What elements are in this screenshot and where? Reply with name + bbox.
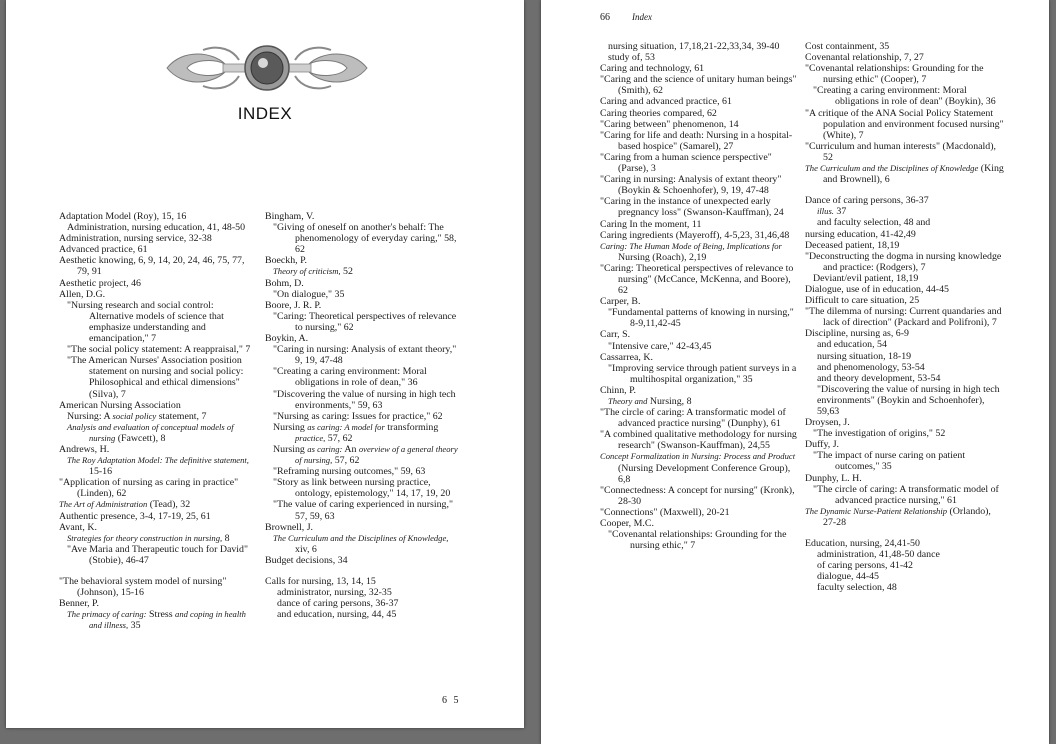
index-entry: "Nursing research and social control: Alternative models of science that emphasize understanding and emancipation," 7 xyxy=(67,299,224,345)
running-title: Index xyxy=(632,12,652,22)
index-entry: "The impact of nurse caring on patient outcomes," 35 xyxy=(813,450,966,473)
index-entry: "Reframing nursing outcomes," 59, 63 xyxy=(273,466,426,478)
index-entry: Calls for nursing, 13, 14, 15 xyxy=(265,576,376,587)
index-entry: "Covenantal relationships: Grounding for the nursing ethic," 7 xyxy=(608,529,787,552)
index-entry: Carr, S. xyxy=(600,329,631,341)
index-entry: Difficult to care situation, 25 xyxy=(805,295,920,307)
index-column-left-2 xyxy=(265,211,463,620)
index-entry: The Curriculum and the Disciplines of Knowledge, xiv, 6 xyxy=(273,532,449,555)
index-entry: Strategies for theory construction in nursing, 8 xyxy=(67,532,230,544)
index-entry: Duffy, J. xyxy=(805,439,840,451)
index-entry: The Curriculum and the Disciplines of Knowledge (King and Brownell), 6 xyxy=(805,163,1004,186)
index-entry: "A combined qualitative methodology for nursing research" (Swanson-Kauffman), 24,55 xyxy=(600,429,797,452)
index-entry: "Connectedness: A concept for nursing" (Kronk), 28-30 xyxy=(600,484,795,507)
index-entry: nursing situation, 17,18,21-22,33,34, 39-40 xyxy=(608,41,780,52)
index-entry: "Caring in nursing: Analysis of extant theory" (Boykin & Schoenhofer), 9, 19, 47-48 xyxy=(600,174,782,197)
index-entry: "Caring for life and death: Nursing in a hospital-based hospice" (Samarel), 27 xyxy=(600,129,793,152)
index-entry: Bohm, D. xyxy=(265,277,304,289)
index-entry: "The dilemma of nursing: Current quandaries and lack of direction" (Packard and Polifroni), 7 xyxy=(805,306,1002,329)
index-entry: and education, nursing, 44, 45 xyxy=(277,609,397,621)
index-entry: Analysis and evaluation of conceptual models of nursing (Fawcett), 8 xyxy=(67,421,234,444)
index-entry: dialogue, 44-45 xyxy=(817,571,879,583)
index-entry: Deceased patient, 18,19 xyxy=(805,239,900,251)
index-entry: Caring: The Human Mode of Being, Implications for Nursing (Roach), 2,19 xyxy=(600,240,782,263)
index-entry: Caring ingredients (Mayeroff), 4-5,23, 31,46,48 xyxy=(600,229,790,241)
index-entry: Cassarrea, K. xyxy=(600,351,653,363)
index-column-right-1 xyxy=(600,41,797,551)
index-title: INDEX xyxy=(237,104,293,123)
index-entry: "Deconstructing the dogma in nursing knowledge and practice: (Rodgers), 7 xyxy=(805,250,1002,273)
index-entry: illus. 37 xyxy=(817,206,847,218)
index-entry: Brownell, J. xyxy=(265,521,314,533)
index-entry: American Nursing Association xyxy=(59,399,181,411)
index-entry: and education, 54 xyxy=(817,339,887,351)
index-entry: "Nursing as caring: Issues for practice," 62 xyxy=(273,410,443,422)
left-page xyxy=(6,0,524,728)
index-entry: The Roy Adaptation Model: The definitive statement, 15-16 xyxy=(67,455,249,478)
index-entry: "A critique of the ANA Social Policy Statement population and environment focused nursing" (White), 7 xyxy=(805,107,1004,141)
index-entry: Advanced practice, 61 xyxy=(59,244,148,256)
index-entry: Dance of caring persons, 36-37 xyxy=(805,195,929,207)
index-entry: Benner, P. xyxy=(59,598,99,610)
index-entry: and theory development, 53-54 xyxy=(817,372,941,384)
running-head xyxy=(600,12,652,23)
index-entry: administration, 41,48-50 dance xyxy=(817,549,940,561)
index-entry: "Intensive care," 42-43,45 xyxy=(608,340,712,352)
index-entry: and faculty selection, 48 and xyxy=(817,217,931,229)
index-entry: Authentic presence, 3-4, 17-19, 25, 61 xyxy=(59,510,211,522)
ornament-medallion-icon xyxy=(163,42,371,94)
index-entry: "Creating a caring environment: Moral obligations in role of dean," 36 xyxy=(273,366,427,389)
index-entry: The primacy of caring: Stress and coping in health and illness, 35 xyxy=(67,609,246,632)
index-entry: The Dynamic Nurse-Patient Relationship (Orlando), 27-28 xyxy=(805,505,991,528)
index-entry: "Caring from a human science perspective" (Parse), 3 xyxy=(600,151,772,175)
index-entry: "The circle of caring: A transformatic model of advanced practice nursing," 61 xyxy=(813,483,999,506)
index-entry: "The American Nurses' Association position statement on nursing and social policy: Philosophical and ethical dimensions" (Silva), 7 xyxy=(67,355,244,400)
index-entry: "Creating a caring environment: Moral obligations in role of dean" (Boykin), 36 xyxy=(813,85,996,108)
index-entry: Budget decisions, 34 xyxy=(265,554,348,566)
index-entry: Andrews, H. xyxy=(59,443,110,455)
index-entry: Bingham, V. xyxy=(265,211,315,222)
index-entry: Deviant/evil patient, 18,19 xyxy=(813,272,919,284)
index-entry: Chinn, P. xyxy=(600,384,636,396)
index-entry: Adaptation Model (Roy), 15, 16 xyxy=(59,211,187,222)
index-entry: and phenomenology, 53-54 xyxy=(817,361,925,373)
index-entry: Theory and Nursing, 8 xyxy=(608,396,692,407)
index-entry: "Ave Maria and Therapeutic touch for David" (Stobie), 46-47 xyxy=(67,543,248,566)
index-entry: nursing education, 41-42,49 xyxy=(805,228,916,240)
index-entry: of caring persons, 41-42 xyxy=(817,560,913,572)
index-entry: Nursing: A social policy statement, 7 xyxy=(67,410,207,422)
right-page xyxy=(541,0,1049,744)
index-entry: study of, 53 xyxy=(608,52,655,64)
index-entry: Nursing as caring: An overview of a general theory of nursing, 57, 62 xyxy=(273,443,458,467)
index-entry: "Connections" (Maxwell), 20-21 xyxy=(600,506,730,518)
index-entry: "Caring between" phenomenon, 14 xyxy=(600,118,739,130)
index-entry: "Giving of oneself on another's behalf: The phenomenology of everyday caring," 58, 62 xyxy=(273,222,457,256)
index-entry: "Caring: Theoretical perspectives of relevance to nursing" (McCance, McKenna, and Boore), 62 xyxy=(600,262,794,297)
index-entry: Boykin, A. xyxy=(265,333,309,345)
index-entry: "The investigation of origins," 52 xyxy=(813,428,946,440)
index-entry: Aesthetic knowing, 6, 9, 14, 20, 24, 46, 75, 77, 79, 91 xyxy=(59,255,245,278)
index-entry: "Discovering the value of nursing in high tech environments," 59, 63 xyxy=(273,388,456,411)
index-entry: Droysen, J. xyxy=(805,417,850,429)
index-entry: Caring In the moment, 11 xyxy=(600,218,702,230)
index-entry: Concept Formalization in Nursing: Process and Product (Nursing Development Conference Group), 6,8 xyxy=(600,451,796,485)
index-entry: Caring and technology, 61 xyxy=(600,63,705,75)
index-entry: Boeckh, P. xyxy=(265,255,307,267)
index-entry: Theory of criticism, 52 xyxy=(273,266,353,278)
index-entry: Discipline, nursing as, 6-9 xyxy=(805,328,909,340)
index-column-right-2 xyxy=(805,41,1005,594)
index-entry: "Caring in the instance of unexpected early pregnancy loss" (Swanson-Kauffman), 24 xyxy=(600,196,784,219)
index-entry: "Caring: Theoretical perspectives of relevance to nursing," 62 xyxy=(273,310,457,333)
index-entry: "The value of caring experienced in nursing," 57, 59, 63 xyxy=(273,499,453,522)
index-entry: Dunphy, L. H. xyxy=(805,472,862,484)
index-entry: Covenantal relationship, 7, 27 xyxy=(805,52,924,64)
index-entry: Caring theories compared, 62 xyxy=(600,107,717,119)
index-entry: Education, nursing, 24,41-50 xyxy=(805,538,920,550)
index-entry: "Fundamental patterns of knowing in nursing," 8-9,11,42-45 xyxy=(608,307,794,330)
index-entry: "Curriculum and human interests" (Macdonald), 52 xyxy=(805,140,996,163)
index-entry: "The behavioral system model of nursing" (Johnson), 15-16 xyxy=(59,576,227,599)
index-entry: "Improving service through patient surveys in a multihospital organization," 35 xyxy=(608,362,797,385)
index-entry: "The social policy statement: A reappraisal," 7 xyxy=(67,344,251,356)
index-entry: "Application of nursing as caring in practice" (Linden), 62 xyxy=(59,477,239,500)
index-entry: Administration, nursing education, 41, 48-50 xyxy=(67,222,246,234)
index-entry: "Covenantal relationships: Grounding for the nursing ethic" (Cooper), 7 xyxy=(805,63,984,86)
page-number-right: 66 xyxy=(600,12,610,23)
index-entry: dance of caring persons, 36-37 xyxy=(277,598,399,610)
index-entry: "Caring in nursing: Analysis of extant theory," 9, 19, 47-48 xyxy=(273,344,457,367)
index-entry: Caring and advanced practice, 61 xyxy=(600,96,732,108)
index-entry: Dialogue, use of in education, 44-45 xyxy=(805,283,949,295)
index-entry: faculty selection, 48 xyxy=(817,582,897,594)
index-entry: Aesthetic project, 46 xyxy=(59,277,141,289)
index-entry: Administration, nursing service, 32-38 xyxy=(59,233,212,245)
index-entry: The Art of Administration (Tead), 32 xyxy=(59,499,191,511)
index-entry: Cooper, M.C. xyxy=(600,518,654,530)
index-entry: Avant, K. xyxy=(59,521,97,533)
index-entry: nursing situation, 18-19 xyxy=(817,350,912,362)
index-entry: Carper, B. xyxy=(600,296,641,308)
page-number-left: 6 5 xyxy=(442,695,461,706)
index-entry: "Caring and the science of unitary human beings" (Smith), 62 xyxy=(600,74,797,97)
index-column-left-1 xyxy=(59,211,257,631)
index-entry: Nursing as caring: A model for transforming practice, 57, 62 xyxy=(273,421,439,444)
index-entry: "The circle of caring: A transformatic model of advanced practice nursing" (Dunphy), 61 xyxy=(600,407,786,430)
index-entry: Cost containment, 35 xyxy=(805,41,890,52)
index-entry: administrator, nursing, 32-35 xyxy=(277,587,392,599)
index-entry: Boore, J. R. P. xyxy=(265,299,322,311)
index-entry: Allen, D.G. xyxy=(59,288,106,300)
index-entry: "On dialogue," 35 xyxy=(273,288,345,300)
index-entry: "Discovering the value of nursing in high tech environments" (Boykin and Schoenhofer), 59,63 xyxy=(817,383,1000,417)
index-entry: "Story as link between nursing practice, ontology, epistemology," 14, 17, 19, 20 xyxy=(273,477,451,500)
